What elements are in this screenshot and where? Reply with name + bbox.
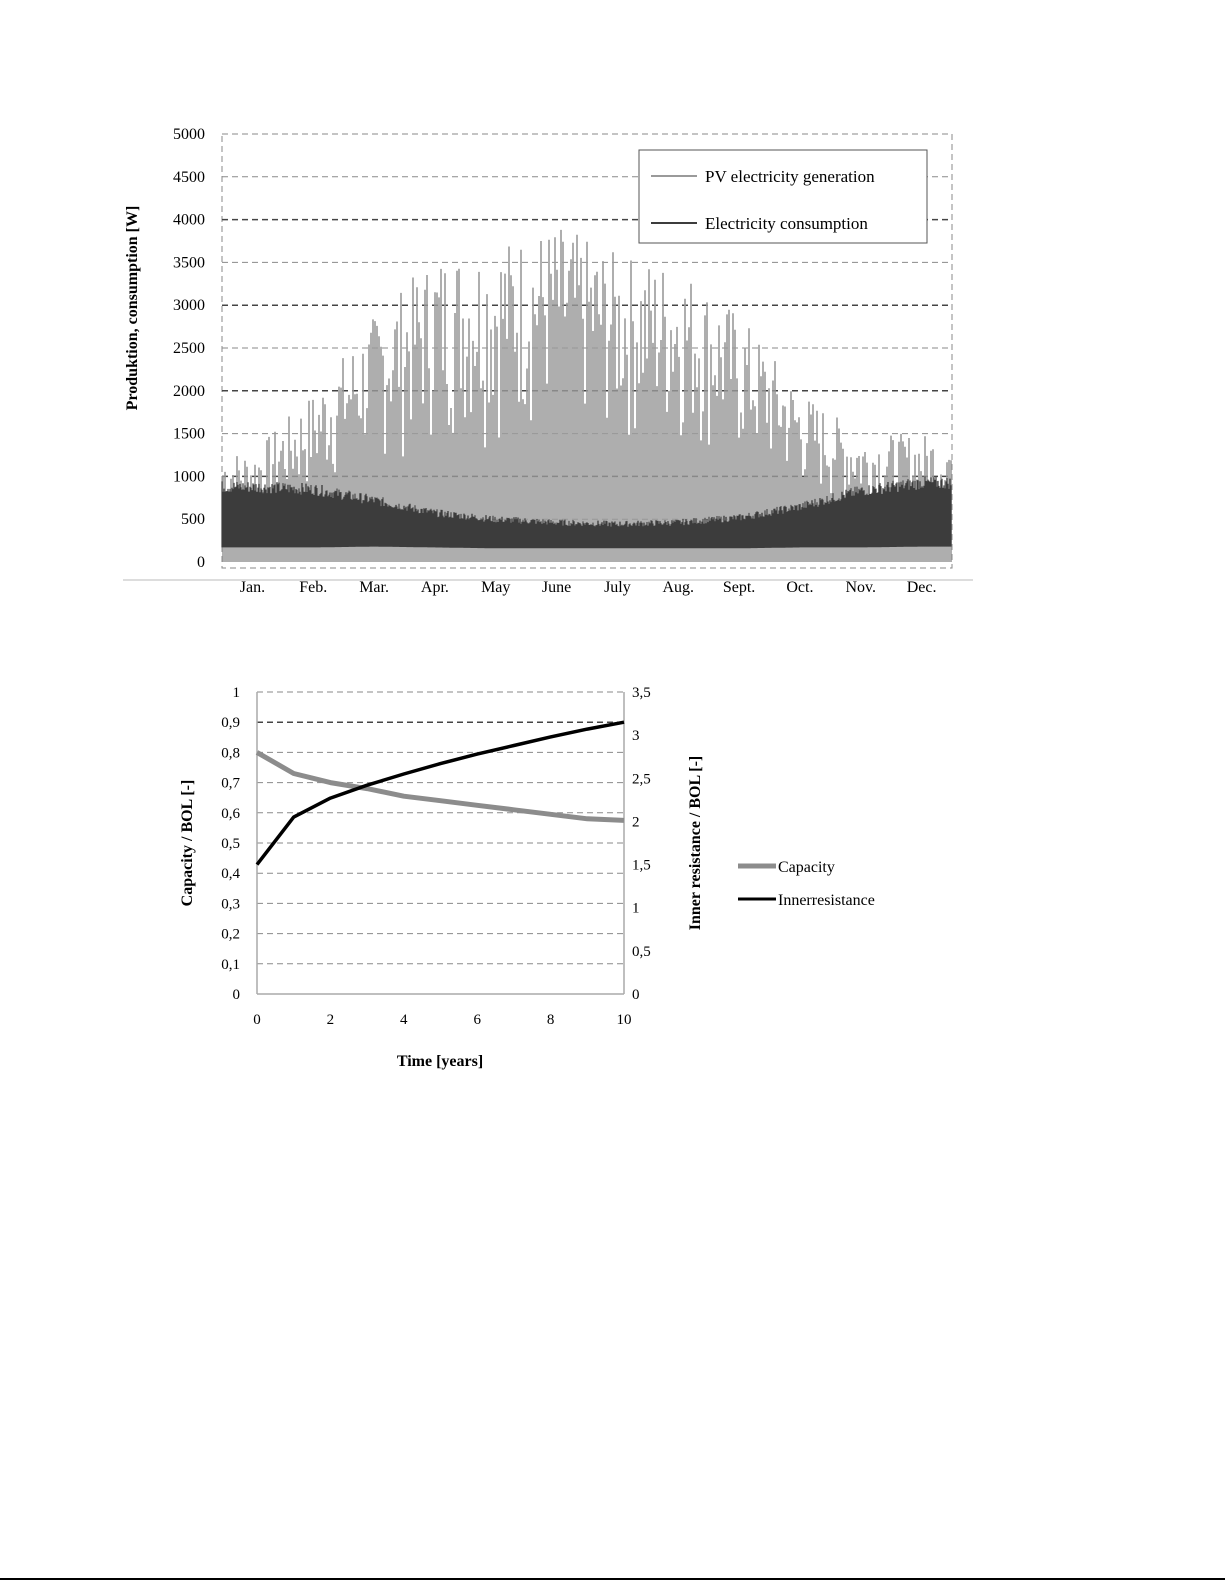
chart1-x-tick-label: July bbox=[604, 579, 631, 596]
chart2-left-axis-title: Capacity / BOL [-] bbox=[179, 779, 196, 907]
chart2-right-tick-labels bbox=[632, 685, 651, 1003]
chart2-right-tick-label: 3 bbox=[632, 728, 640, 745]
chart1-y-tick-label: 1000 bbox=[173, 468, 205, 486]
chart2-right-tick-label: 1 bbox=[632, 900, 640, 917]
chart1-x-tick-label: Apr. bbox=[420, 579, 449, 596]
chart2-left-tick-label: 0,5 bbox=[221, 836, 240, 852]
chart1-y-tick-label: 2500 bbox=[173, 340, 205, 357]
chart2-right-tick-label: 2,5 bbox=[632, 771, 651, 788]
chart1-x-tick-label: Aug. bbox=[662, 579, 695, 596]
chart2-left-tick-label: 0,1 bbox=[221, 956, 240, 973]
chart2-right-axis-title: Inner resistance / BOL [-] bbox=[687, 755, 704, 931]
page-bottom-rule bbox=[0, 1578, 1225, 1580]
chart1-x-tick-label: Nov. bbox=[845, 579, 877, 596]
chart1-y-tick-label: 3000 bbox=[173, 297, 205, 315]
legend-consumption-label: Electricity consumption bbox=[705, 214, 868, 233]
chart1-x-tick-label: Mar. bbox=[359, 579, 389, 596]
chart2-left-tick-label: 0,9 bbox=[221, 715, 240, 732]
chart1-y-tick-label: 1500 bbox=[173, 425, 205, 443]
chart1-x-tick-label: June bbox=[541, 579, 572, 596]
chart1-y-axis-title: Produktion, consumption [W] bbox=[124, 205, 141, 411]
chart2-left-tick-label: 1 bbox=[232, 685, 240, 701]
chart2-left-tick-label: 0,6 bbox=[221, 805, 240, 822]
legend-innerresistance-label: Innerresistance bbox=[778, 892, 875, 909]
chart1-y-tick-label: 3500 bbox=[173, 254, 205, 272]
chart2-left-tick-label: 0,4 bbox=[221, 866, 240, 883]
chart2-right-tick-label: 1,5 bbox=[632, 857, 651, 874]
chart1-x-tick-label: Feb. bbox=[299, 579, 328, 596]
chart2-x-tick-label: 2 bbox=[326, 1012, 335, 1028]
chart1-x-tick-label: Sept. bbox=[722, 579, 756, 596]
chart1-y-tick-label: 4000 bbox=[173, 211, 205, 229]
chart2-x-tick-label: 4 bbox=[400, 1012, 408, 1028]
chart2-right-tick-label: 2 bbox=[632, 814, 640, 831]
chart2-x-tick-label: 10 bbox=[616, 1012, 632, 1028]
chart1-x-tick-label: Jan. bbox=[239, 579, 266, 596]
chart2-left-tick-label: 0,8 bbox=[221, 745, 240, 762]
chart1-y-tick-label: 0 bbox=[197, 554, 205, 571]
chart2-x-tick-label: 0 bbox=[253, 1012, 261, 1028]
chart1-x-tick-label: Dec. bbox=[906, 579, 937, 596]
chart1-y-tick-label: 4500 bbox=[173, 168, 205, 186]
legend-capacity-label: Capacity bbox=[778, 859, 835, 876]
chart1-y-tick-label: 2000 bbox=[173, 382, 205, 400]
chart2-left-tick-label: 0,2 bbox=[221, 926, 240, 943]
chart2-x-axis-title: Time [years] bbox=[396, 1053, 484, 1070]
legend-pv-label: PV electricity generation bbox=[705, 167, 875, 186]
chart1-x-tick-label: May bbox=[481, 579, 511, 596]
chart1-x-tick-label: Oct. bbox=[786, 579, 814, 596]
chart2-x-tick-label: 8 bbox=[546, 1012, 555, 1028]
chart2-left-tick-labels bbox=[221, 685, 240, 1003]
chart2-x-tick-labels bbox=[253, 1012, 631, 1028]
chart2-right-tick-label: 3,5 bbox=[632, 685, 651, 701]
chart2-left-tick-label: 0 bbox=[232, 987, 240, 1003]
chart2-left-tick-label: 0,7 bbox=[221, 775, 240, 792]
chart2-right-tick-label: 0,5 bbox=[632, 943, 651, 960]
chart1-y-tick-label: 5000 bbox=[173, 126, 205, 143]
chart2-x-tick-label: 6 bbox=[473, 1012, 481, 1028]
chart2-right-tick-label: 0 bbox=[632, 987, 640, 1003]
chart2-legend bbox=[738, 859, 875, 909]
chart1-y-tick-label: 500 bbox=[181, 511, 205, 529]
chart2-left-tick-label: 0,3 bbox=[221, 896, 240, 913]
